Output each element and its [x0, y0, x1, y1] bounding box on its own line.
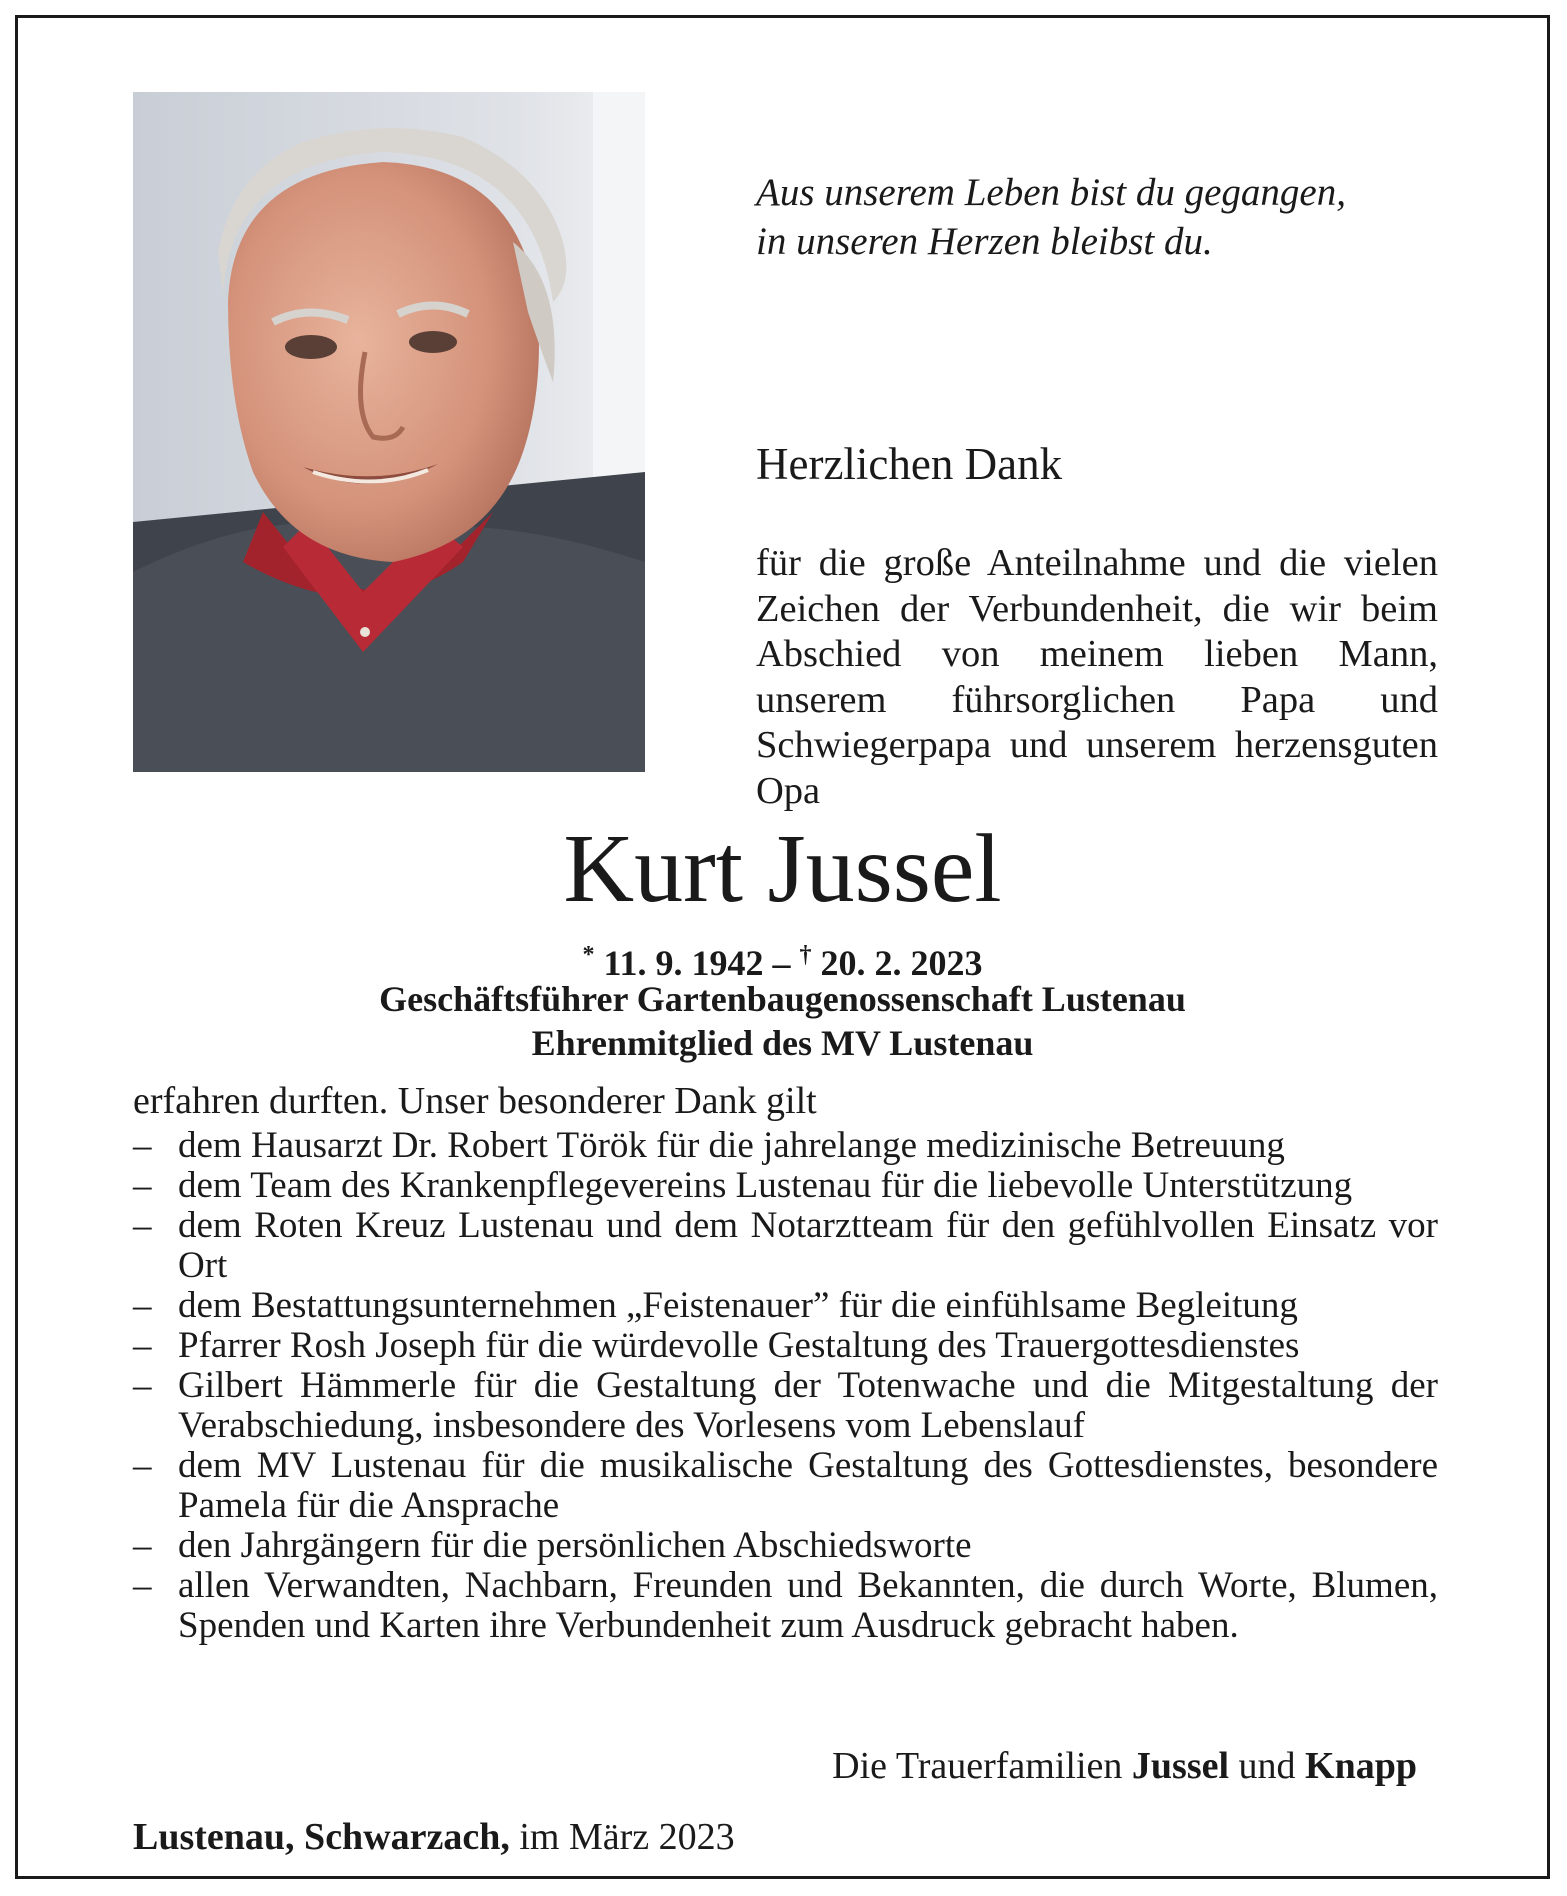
- thanks-intro: erfahren durften. Unser besonderer Dank gilt: [133, 1080, 817, 1122]
- place-names: Lustenau, Schwarzach,: [133, 1816, 510, 1858]
- list-dash: –: [133, 1205, 152, 1246]
- list-text: Gilbert Hämmerle für die Gestaltung der Totenwache und die Mitgestaltung der Verabschiedung, insbesondere des Vorlesens vom Lebenslauf: [178, 1365, 1438, 1446]
- role-line: Geschäftsführer Gartenbaugenossenschaft Lustenau: [379, 979, 1186, 1019]
- list-text: Pfarrer Rosh Joseph für die würdevolle Gestaltung des Trauergottesdienstes: [178, 1325, 1300, 1366]
- born-mark: *: [582, 942, 595, 968]
- thanks-heading: Herzlichen Dank: [756, 439, 1063, 489]
- motto-quote: [756, 168, 1456, 266]
- list-dash: –: [133, 1325, 152, 1366]
- intro-paragraph: für die große Anteilnahme und die vielen Zeichen der Verbundenheit, die wir beim Abschied von meinem lieben Mann, unserem führsorglichen Papa und Schwiegerpapa und unserem herzensguten Opa: [756, 542, 1438, 812]
- list-text: allen Verwandten, Nachbarn, Freunden und Bekannten, die durch Worte, Blumen, Spenden und Karten ihre Verbundenheit zum Ausdruck gebracht haben.: [178, 1565, 1438, 1646]
- date-text: im März 2023: [519, 1816, 735, 1858]
- thanks-list: [133, 1126, 1438, 1646]
- list-dash: –: [133, 1285, 152, 1326]
- place-date: [133, 1815, 735, 1859]
- list-item: [133, 1326, 1438, 1366]
- list-item: [133, 1446, 1438, 1526]
- life-dates: [18, 934, 1547, 984]
- list-item: [133, 1206, 1438, 1286]
- motto-line: in unseren Herzen bleibst du.: [756, 220, 1213, 263]
- list-text: den Jahrgängern für die persönlichen Abschiedsworte: [178, 1525, 972, 1566]
- list-item: [133, 1166, 1438, 1206]
- death-date: 20. 2. 2023: [820, 943, 983, 983]
- list-dash: –: [133, 1525, 152, 1566]
- list-dash: –: [133, 1445, 152, 1486]
- date-separator: –: [772, 943, 791, 983]
- deceased-name: Kurt Jussel: [563, 815, 1002, 923]
- obituary-card: [15, 15, 1550, 1879]
- list-item: [133, 1366, 1438, 1446]
- list-text: dem Roten Kreuz Lustenau und dem Notarztteam für den gefühlvollen Einsatz vor Ort: [178, 1205, 1438, 1286]
- list-item: [133, 1126, 1438, 1166]
- list-text: dem Team des Krankenpflegevereins Lustenau für die liebevolle Unterstützung: [178, 1165, 1353, 1206]
- portrait-illustration: [133, 92, 645, 772]
- list-dash: –: [133, 1365, 152, 1406]
- list-dash: –: [133, 1165, 152, 1206]
- list-text: dem MV Lustenau für die musikalische Gestaltung des Gottesdienstes, besondere Pamela für die Ansprache: [178, 1445, 1438, 1526]
- motto-line: Aus unserem Leben bist du gegangen,: [756, 171, 1346, 214]
- birth-date: 11. 9. 1942: [603, 943, 764, 983]
- list-dash: –: [133, 1565, 152, 1606]
- portrait-photo: [133, 92, 645, 772]
- family-signature: [832, 1744, 1417, 1788]
- role-line: Ehrenmitglied des MV Lustenau: [531, 1023, 1034, 1063]
- died-mark: †: [799, 942, 812, 968]
- list-text: dem Bestattungsunternehmen „Feistenauer” für die einfühlsame Begleitung: [178, 1285, 1298, 1326]
- list-item: [133, 1566, 1438, 1646]
- family-prefix: Die Trauerfamilien: [832, 1745, 1123, 1787]
- list-text: dem Hausarzt Dr. Robert Török für die jahrelange medizinische Betreuung: [178, 1125, 1285, 1166]
- family-name: Knapp: [1305, 1745, 1417, 1787]
- family-name: Jussel: [1131, 1745, 1230, 1787]
- list-item: [133, 1286, 1438, 1326]
- list-dash: –: [133, 1125, 152, 1166]
- list-item: [133, 1526, 1438, 1566]
- family-conjunction: und: [1238, 1745, 1296, 1787]
